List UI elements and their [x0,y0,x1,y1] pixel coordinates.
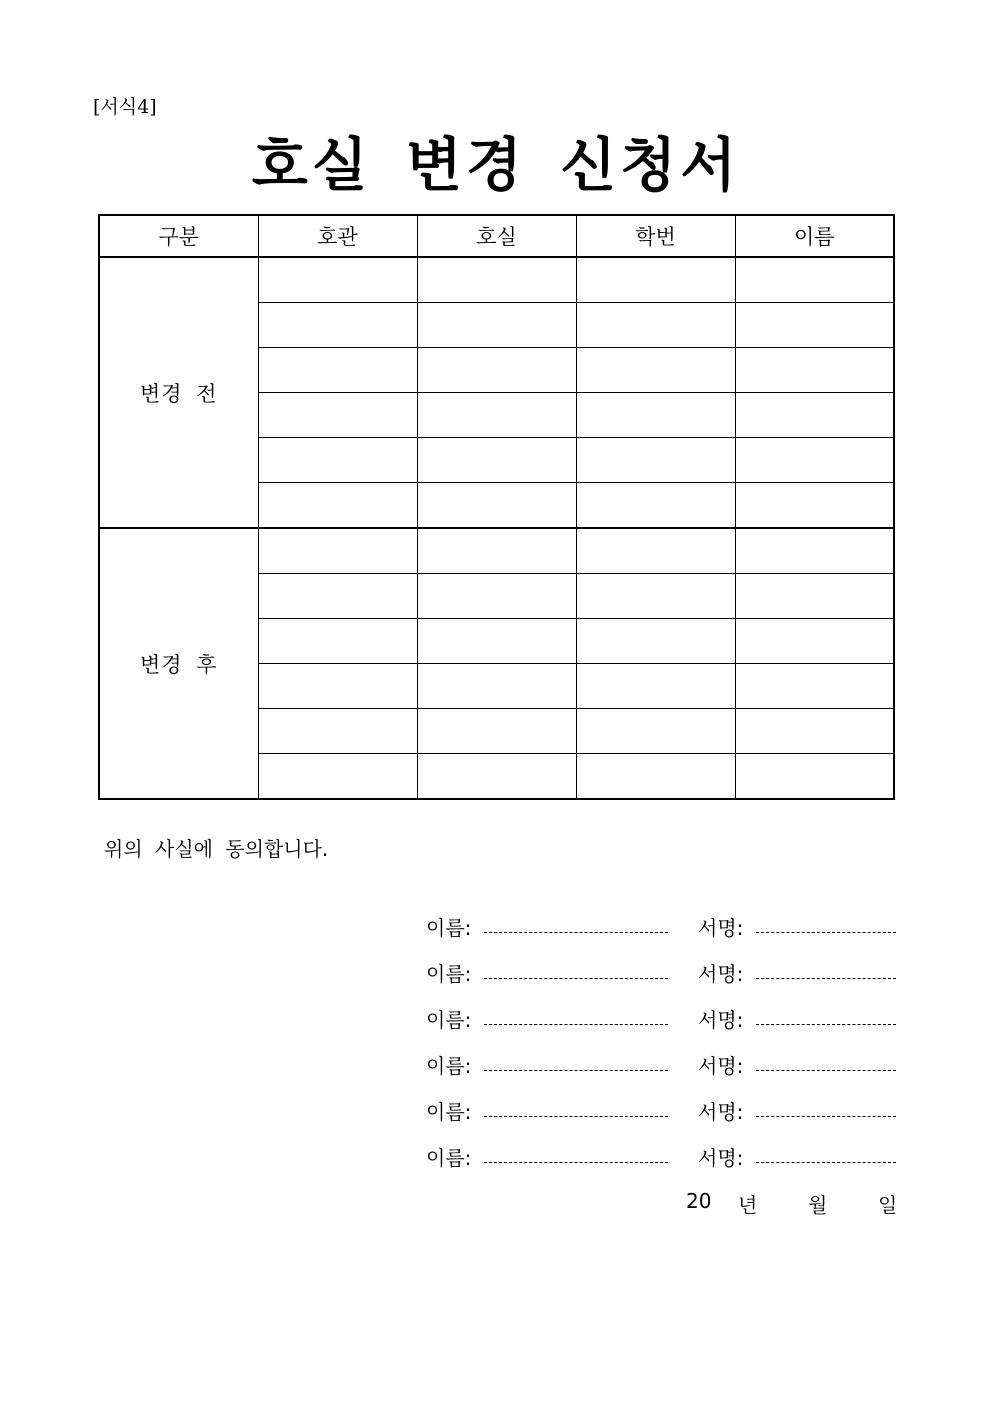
sign-label: 서명: [698,1008,744,1032]
room-cell[interactable] [417,393,576,438]
building-cell[interactable] [258,574,417,619]
header-student-id: 학번 [576,215,735,257]
name-label: 이름: [426,962,472,986]
after-change-group [99,528,894,799]
building-cell[interactable] [258,483,417,529]
before-change-label: 변경 전 [99,257,258,528]
name-cell[interactable] [735,348,894,393]
before-change-group [99,257,894,528]
student-id-cell[interactable] [576,754,735,800]
sign-label: 서명: [698,1054,744,1078]
student-id-cell[interactable] [576,664,735,709]
signature-row [426,956,896,1002]
student-id-cell[interactable] [576,348,735,393]
name-label: 이름: [426,1146,472,1170]
table-row [99,257,894,303]
room-cell[interactable] [417,709,576,754]
student-id-cell[interactable] [576,709,735,754]
room-cell[interactable] [417,257,576,303]
name-cell[interactable] [735,257,894,303]
building-cell[interactable] [258,664,417,709]
table-row [99,528,894,574]
student-id-cell[interactable] [576,438,735,483]
signature-area [426,910,896,1186]
student-id-cell[interactable] [576,528,735,574]
room-change-table [98,214,895,800]
name-label: 이름: [426,1054,472,1078]
name-cell[interactable] [735,393,894,438]
name-cell[interactable] [735,483,894,529]
name-cell[interactable] [735,754,894,800]
student-id-cell[interactable] [576,303,735,348]
building-cell[interactable] [258,528,417,574]
building-cell[interactable] [258,619,417,664]
header-category: 구분 [99,215,258,257]
sign-label: 서명: [698,962,744,986]
form-number: [서식4] [93,96,157,118]
name-blank[interactable] [484,1070,668,1071]
building-cell[interactable] [258,393,417,438]
building-cell[interactable] [258,303,417,348]
name-label: 이름: [426,1008,472,1032]
table-header-row [99,215,894,257]
name-blank[interactable] [484,932,668,933]
signature-row [426,1140,896,1186]
name-label: 이름: [426,916,472,940]
signature-row [426,1094,896,1140]
name-cell[interactable] [735,438,894,483]
date-month: 월 [808,1193,828,1217]
building-cell[interactable] [258,709,417,754]
sign-label: 서명: [698,916,744,940]
student-id-cell[interactable] [576,483,735,529]
sign-blank[interactable] [756,1162,896,1163]
date-day: 일 [878,1193,898,1217]
name-cell[interactable] [735,528,894,574]
building-cell[interactable] [258,754,417,800]
signature-row [426,910,896,956]
sign-label: 서명: [698,1146,744,1170]
header-building: 호관 [258,215,417,257]
name-blank[interactable] [484,978,668,979]
name-cell[interactable] [735,574,894,619]
room-cell[interactable] [417,528,576,574]
student-id-cell[interactable] [576,619,735,664]
room-cell[interactable] [417,664,576,709]
room-cell[interactable] [417,438,576,483]
name-blank[interactable] [484,1024,668,1025]
date-prefix: 20 [686,1189,712,1213]
name-cell[interactable] [735,619,894,664]
room-cell[interactable] [417,348,576,393]
name-cell[interactable] [735,709,894,754]
student-id-cell[interactable] [576,393,735,438]
signature-row [426,1002,896,1048]
building-cell[interactable] [258,438,417,483]
page-title: 호실 변경 신청서 [251,131,741,199]
building-cell[interactable] [258,257,417,303]
name-label: 이름: [426,1100,472,1124]
building-cell[interactable] [258,348,417,393]
room-cell[interactable] [417,619,576,664]
name-cell[interactable] [735,664,894,709]
name-cell[interactable] [735,303,894,348]
sign-blank[interactable] [756,1024,896,1025]
sign-label: 서명: [698,1100,744,1124]
room-cell[interactable] [417,303,576,348]
sign-blank[interactable] [756,1116,896,1117]
name-blank[interactable] [484,1162,668,1163]
header-room: 호실 [417,215,576,257]
student-id-cell[interactable] [576,257,735,303]
student-id-cell[interactable] [576,574,735,619]
sign-blank[interactable] [756,932,896,933]
name-blank[interactable] [484,1116,668,1117]
sign-blank[interactable] [756,978,896,979]
date-year: 년 [738,1193,758,1217]
header-name: 이름 [735,215,894,257]
sign-blank[interactable] [756,1070,896,1071]
after-change-label: 변경 후 [99,528,258,799]
room-cell[interactable] [417,574,576,619]
room-cell[interactable] [417,754,576,800]
signature-row [426,1048,896,1094]
agreement-statement: 위의 사실에 동의합니다. [104,837,329,861]
room-cell[interactable] [417,483,576,529]
